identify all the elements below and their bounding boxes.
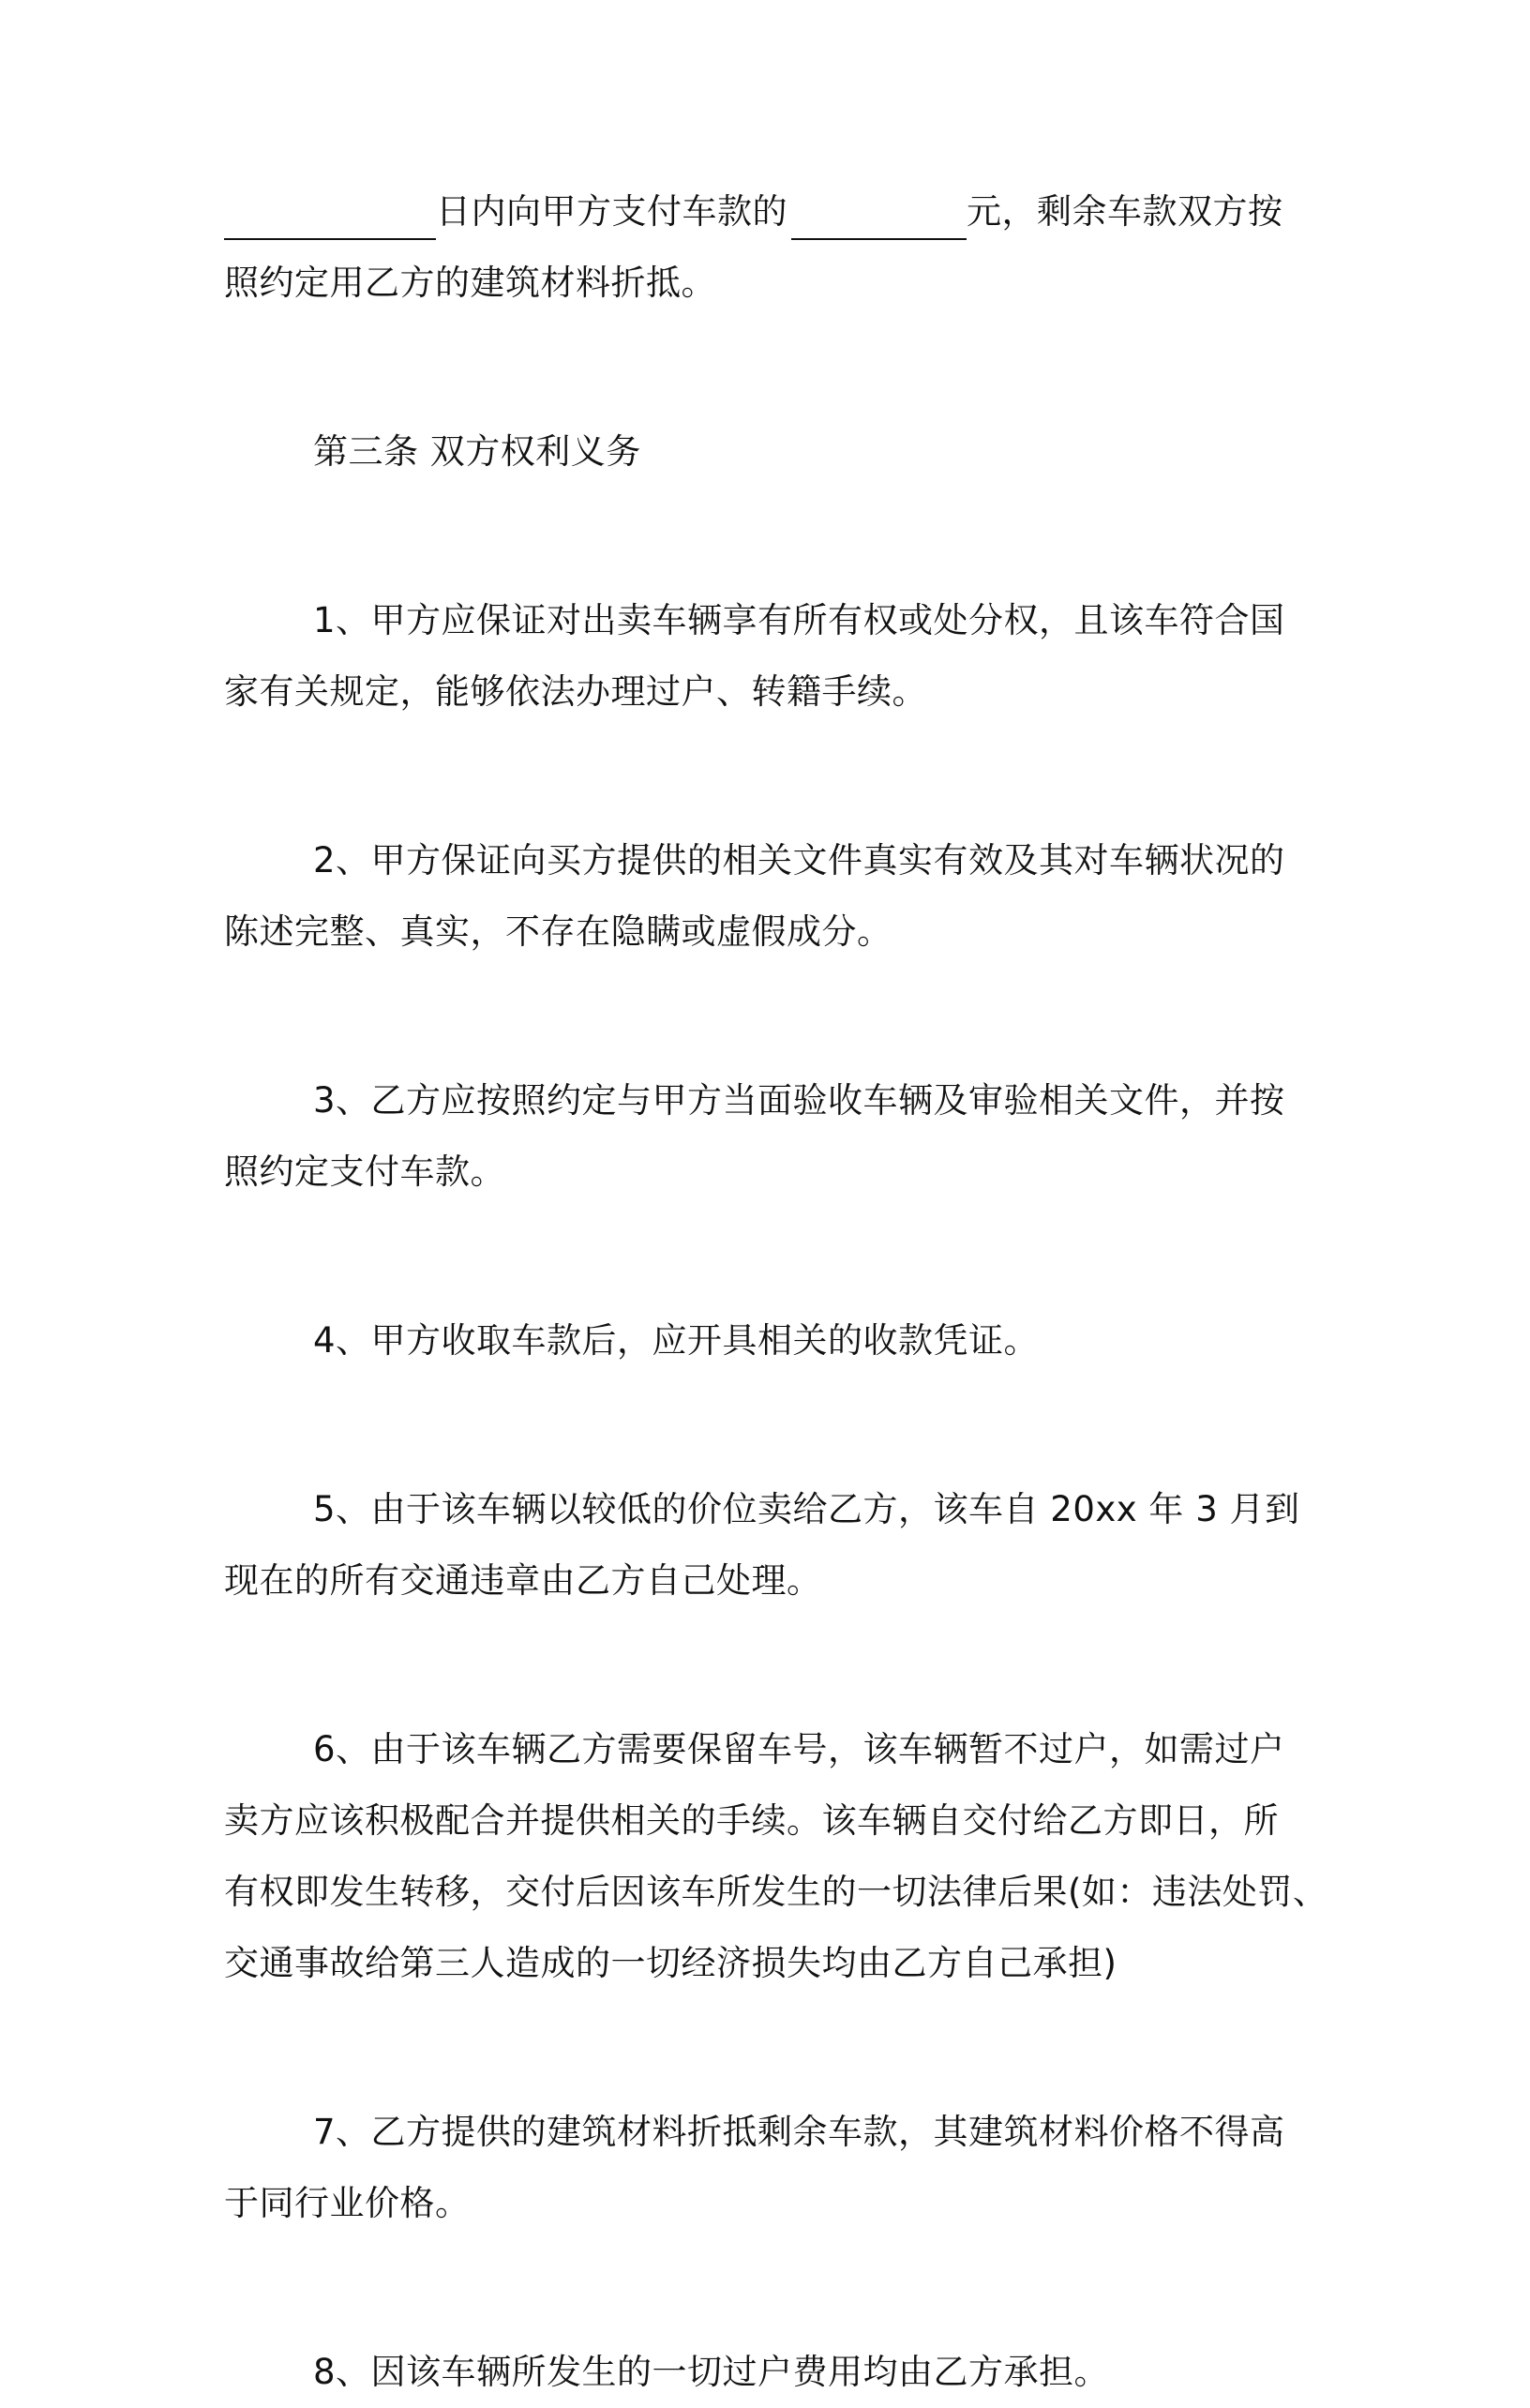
clause-line: 7、乙方提供的建筑材料折抵剩余车款，其建筑材料价格不得高	[313, 2112, 1285, 2152]
clause-item	[224, 1065, 1307, 1208]
clause-line: 交通事故给第三人造成的一切经济损失均由乙方自己承担)	[224, 1943, 1118, 1983]
opening-text-before-amount: 日内向甲方支付车款的	[436, 191, 788, 232]
fill-in-blank-days	[224, 237, 436, 240]
paragraph-gap	[224, 319, 1307, 416]
paragraph-gap	[224, 968, 1307, 1065]
clause-line: 8、因该车辆所发生的一切过户费用均由乙方承担。	[313, 2352, 1110, 2392]
clause-item	[224, 585, 1307, 728]
paragraph-gap	[224, 1617, 1307, 1714]
clause-line: 2、甲方保证向买方提供的相关文件真实有效及其对车辆状况的	[313, 840, 1285, 880]
fill-in-blank-amount	[791, 237, 967, 240]
clause-line: 照约定支付车款。	[224, 1151, 505, 1192]
clause-line: 1、甲方应保证对出卖车辆享有所有权或处分权，且该车符合国	[313, 600, 1285, 640]
paragraph-gap	[224, 728, 1307, 825]
document-content	[224, 176, 1328, 2408]
clause-line: 于同行业价格。	[224, 2183, 471, 2223]
paragraph-gap	[224, 1377, 1307, 1474]
paragraph-gap	[224, 1999, 1307, 2097]
opening-line-2: 照约定用乙方的建筑材料折抵。	[224, 263, 716, 303]
paragraph-gap	[224, 488, 1307, 585]
clause-line: 4、甲方收取车款后，应开具相关的收款凭证。	[313, 1320, 1040, 1361]
paragraph-gap	[224, 2239, 1307, 2337]
section-heading: 第三条 双方权利义务	[313, 431, 641, 472]
clause-item	[224, 2337, 1307, 2408]
clause-line: 3、乙方应按照约定与甲方当面验收车辆及审验相关文件，并按	[313, 1080, 1285, 1121]
clause-line: 现在的所有交通违章由乙方自己处理。	[224, 1560, 822, 1601]
opening-text-after-amount: 元，剩余车款双方按	[967, 191, 1283, 232]
clause-line: 卖方应该积极配合并提供相关的手续。该车辆自交付给乙方即日，所	[224, 1800, 1279, 1841]
opening-line-1	[224, 176, 1307, 248]
clause-line: 陈述完整、真实，不存在隐瞒或虚假成分。	[224, 911, 892, 952]
clause-item	[224, 1474, 1307, 1617]
clause-line: 有权即发生转移，交付后因该车所发生的一切法律后果(如：违法处罚、	[224, 1872, 1328, 1912]
clause-line: 6、由于该车辆乙方需要保留车号，该车辆暂不过户，如需过户	[313, 1729, 1285, 1769]
clause-item	[224, 825, 1307, 968]
clause-line: 家有关规定，能够依法办理过户、转籍手续。	[224, 671, 927, 712]
clause-item	[224, 1714, 1328, 1999]
clause-item	[224, 2097, 1307, 2239]
clause-item	[224, 1305, 1307, 1377]
paragraph-gap	[224, 1208, 1307, 1305]
clause-line: 5、由于该车辆以较低的价位卖给乙方，该车自 20xx 年 3 月到	[313, 1489, 1300, 1529]
